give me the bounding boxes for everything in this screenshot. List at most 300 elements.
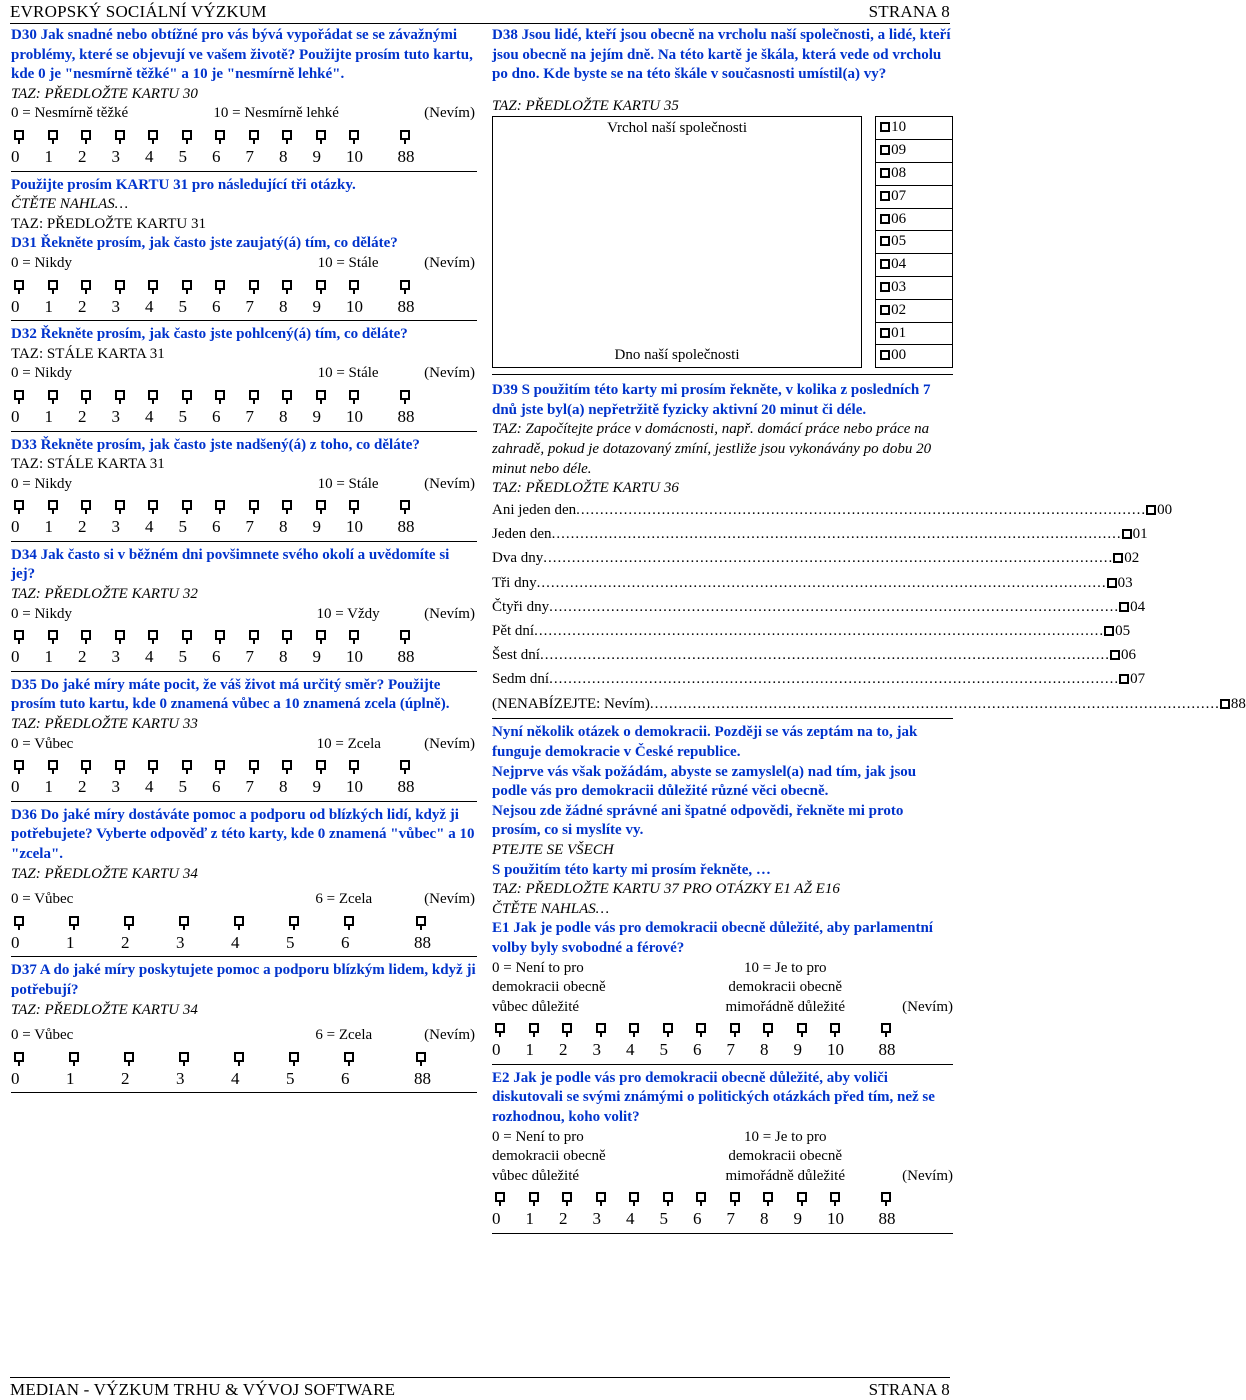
answer-checkbox-0[interactable] [14, 630, 24, 640]
answer-checkbox-10[interactable] [349, 390, 359, 400]
answer-checkbox-5[interactable] [663, 1023, 673, 1033]
answer-checkbox-1[interactable] [48, 760, 58, 770]
question-d31: D31 Řekněte prosím, jak často jste zaujatý(á) tím, co děláte? [11, 235, 398, 252]
left-column [11, 26, 477, 1097]
answer-checkbox-10[interactable] [349, 280, 359, 290]
scale-value-label: 88 [397, 777, 415, 797]
scale-grid-e2 [492, 1186, 953, 1234]
d39-option-row[interactable] [492, 499, 1173, 523]
ladder-bottom-label: Dno naší společnosti [493, 345, 862, 368]
checkbox-icon[interactable] [880, 191, 890, 201]
checkbox-icon[interactable] [880, 259, 890, 269]
answer-checkbox-4[interactable] [148, 280, 158, 290]
answer-checkbox-6[interactable] [215, 280, 225, 290]
scale-value-label: 3 [111, 517, 120, 537]
question-d33: D33 Řekněte prosím, jak často jste nadšený(á) z toho, co děláte? [11, 436, 420, 453]
ladder-option[interactable] [876, 231, 953, 254]
scale-low-label: 0 = Vůbec [11, 891, 74, 908]
scale-value-label: 0 [492, 1040, 501, 1060]
answer-checkbox-1[interactable] [48, 130, 58, 140]
scale-anchors-d32 [11, 364, 477, 384]
scale-value-label: 8 [760, 1040, 769, 1060]
answer-checkbox-0[interactable] [14, 1052, 24, 1062]
answer-checkbox-9[interactable] [316, 130, 326, 140]
answer-checkbox-9[interactable] [797, 1192, 807, 1202]
scale-high-label: 10 = Stále [317, 254, 379, 271]
answer-checkbox-10[interactable] [830, 1192, 840, 1202]
option-label: Sedm dní [492, 671, 550, 688]
scale-anchors-d34 [11, 605, 477, 625]
scale-value-label: 88 [397, 296, 415, 316]
answer-checkbox-1[interactable] [48, 500, 58, 510]
scale-low-label: 0 = Vůbec [11, 735, 74, 752]
checkbox-icon[interactable] [1146, 505, 1156, 515]
ladder-rung [493, 162, 862, 185]
scale-value-label: 1 [44, 406, 53, 426]
scale-dontknow-label: (Nevím) [424, 605, 475, 622]
answer-checkbox-88[interactable] [400, 760, 410, 770]
answer-checkbox-6[interactable] [344, 1052, 354, 1062]
d39-option-row[interactable] [492, 644, 1136, 668]
ladder-option[interactable] [876, 254, 953, 277]
interviewer-note-card31: TAZ: PŘEDLOŽTE KARTU 31 [11, 215, 206, 232]
checkbox-icon[interactable] [1122, 529, 1132, 539]
dontknow-label: (Nevím) [902, 1167, 953, 1184]
answer-checkbox-8[interactable] [763, 1023, 773, 1033]
answer-checkbox-0[interactable] [14, 760, 24, 770]
answer-checkbox-0[interactable] [495, 1192, 505, 1202]
answer-checkbox-3[interactable] [179, 1052, 189, 1062]
scale-value-label: 6 [693, 1209, 702, 1229]
scale-value-label: 7 [726, 1040, 735, 1060]
answer-checkbox-2[interactable] [124, 1052, 134, 1062]
answer-checkbox-0[interactable] [14, 500, 24, 510]
answer-checkbox-0[interactable] [495, 1023, 505, 1033]
scale-value-label: 2 [78, 647, 87, 667]
answer-checkbox-7[interactable] [730, 1023, 740, 1033]
answer-checkbox-4[interactable] [148, 130, 158, 140]
scale-value-label: 2 [559, 1209, 568, 1229]
question-d32: D32 Řekněte prosím, jak často jste pohlcený(á) tím, co děláte? [11, 326, 408, 343]
answer-checkbox-3[interactable] [115, 500, 125, 510]
scale-value-label: 10 [346, 406, 363, 426]
answer-checkbox-88[interactable] [881, 1192, 891, 1202]
ladder-code: 08 [891, 165, 907, 182]
checkbox-icon[interactable] [1220, 699, 1230, 709]
leader-dots: ........................................................................................................................ [543, 550, 1114, 567]
scale-value-label: 2 [78, 777, 87, 797]
answer-checkbox-2[interactable] [81, 130, 91, 140]
low-anchor-line3: vůbec důležité [492, 998, 580, 1015]
d39-option-row[interactable] [492, 595, 1146, 619]
scale-value-label: 9 [312, 647, 321, 667]
answer-checkbox-8[interactable] [282, 130, 292, 140]
answer-checkbox-2[interactable] [124, 916, 134, 926]
scale-dontknow-label: (Nevím) [424, 475, 475, 492]
d39-option-row[interactable] [492, 620, 1131, 644]
scale-low-label: 0 = Vůbec [11, 1027, 74, 1044]
answer-checkbox-8[interactable] [282, 630, 292, 640]
scale-value-label: 7 [726, 1209, 735, 1229]
low-anchor-line2: demokracii obecně [492, 979, 606, 996]
answer-checkbox-7[interactable] [249, 500, 259, 510]
option-label: Ani jeden den [492, 502, 577, 518]
scale-high-label: 10 = Zcela [316, 735, 381, 752]
democracy-lead-in: S použitím této karty mi prosím řekněte, … [492, 861, 771, 878]
scale-value-label: 8 [279, 146, 288, 166]
ladder-rung [493, 140, 862, 163]
scale-value-label: 6 [212, 296, 221, 316]
scale-value-label: 1 [44, 146, 53, 166]
scale-value-label: 6 [212, 146, 221, 166]
answer-checkbox-1[interactable] [69, 1052, 79, 1062]
scale-anchors-d33 [11, 475, 477, 495]
answer-checkbox-9[interactable] [316, 630, 326, 640]
scale-value-label: 5 [178, 296, 187, 316]
d39-options-list [492, 499, 1246, 717]
answer-checkbox-2[interactable] [81, 390, 91, 400]
interviewer-note-d36: TAZ: PŘEDLOŽTE KARTU 34 [11, 865, 198, 882]
scale-value-label: 88 [414, 1068, 431, 1088]
scale-dontknow-label: (Nevím) [424, 891, 475, 908]
answer-checkbox-1[interactable] [529, 1023, 539, 1033]
answer-checkbox-3[interactable] [179, 916, 189, 926]
answer-checkbox-7[interactable] [730, 1192, 740, 1202]
scale-value-label: 9 [312, 777, 321, 797]
scale-value-label: 4 [145, 296, 154, 316]
scale-value-label: 0 [11, 517, 20, 537]
answer-checkbox-7[interactable] [249, 390, 259, 400]
answer-checkbox-88[interactable] [400, 500, 410, 510]
ladder-top-label: Vrchol naší společnosti [493, 117, 862, 140]
ladder-option[interactable] [876, 162, 953, 185]
scale-value-label: 1 [66, 932, 75, 952]
answer-checkbox-8[interactable] [763, 1192, 773, 1202]
ladder-rung [493, 276, 862, 299]
answer-checkbox-6[interactable] [696, 1192, 706, 1202]
ladder-card-d38 [492, 116, 953, 368]
checkbox-icon[interactable] [880, 282, 890, 292]
scale-value-label: 5 [178, 406, 187, 426]
answer-checkbox-5[interactable] [182, 760, 192, 770]
answer-checkbox-6[interactable] [215, 500, 225, 510]
ladder-option[interactable] [876, 299, 953, 322]
answer-checkbox-6[interactable] [215, 390, 225, 400]
scale-value-label: 5 [286, 1068, 295, 1088]
answer-checkbox-7[interactable] [249, 280, 259, 290]
interviewer-note-d39: TAZ: PŘEDLOŽTE KARTU 36 [492, 480, 679, 497]
scale-value-label: 7 [245, 406, 254, 426]
answer-checkbox-5[interactable] [182, 130, 192, 140]
scale-value-label: 8 [760, 1209, 769, 1229]
scale-value-label: 3 [592, 1040, 601, 1060]
scale-grid-d33 [11, 494, 477, 542]
scale-value-label: 6 [212, 647, 221, 667]
answer-checkbox-2[interactable] [562, 1023, 572, 1033]
ladder-option[interactable] [876, 117, 953, 140]
interviewer-note-d37: TAZ: PŘEDLOŽTE KARTU 34 [11, 1001, 198, 1018]
answer-checkbox-88[interactable] [881, 1023, 891, 1033]
answer-checkbox-3[interactable] [115, 390, 125, 400]
answer-checkbox-0[interactable] [14, 390, 24, 400]
ladder-rung [493, 231, 862, 254]
scale-value-label: 1 [44, 647, 53, 667]
scale-value-label: 2 [78, 296, 87, 316]
answer-checkbox-88[interactable] [400, 390, 410, 400]
question-d36: D36 Do jaké míry dostáváte pomoc a podporu od blízkých lidí, když ji potřebujete? Vyberte odpověď z této karty, kde 0 znamená "vůbec" a 10 "zcela". [11, 806, 475, 862]
low-anchor-line1: 0 = Není to pro [492, 1128, 584, 1145]
d39-option-row[interactable] [492, 692, 1246, 716]
answer-checkbox-10[interactable] [349, 130, 359, 140]
checkbox-icon[interactable] [1110, 650, 1120, 660]
checkbox-icon[interactable] [880, 350, 890, 360]
answer-checkbox-1[interactable] [48, 630, 58, 640]
scale-value-label: 88 [878, 1209, 896, 1229]
scale-value-label: 6 [341, 932, 350, 952]
scale-value-label: 8 [279, 517, 288, 537]
scale-value-label: 9 [793, 1209, 802, 1229]
scale-low-label: 0 = Nesmírně těžké [11, 105, 129, 122]
d39-option-row[interactable] [492, 547, 1140, 571]
answer-checkbox-6[interactable] [215, 630, 225, 640]
scale-value-label: 3 [111, 406, 120, 426]
checkbox-icon[interactable] [880, 145, 890, 155]
scale-value-label: 5 [178, 146, 187, 166]
ladder-option[interactable] [876, 208, 953, 231]
scale-grid-d36 [11, 910, 477, 958]
scale-value-label: 3 [176, 932, 185, 952]
scale-anchors-d36 [11, 890, 477, 910]
answer-checkbox-6[interactable] [215, 130, 225, 140]
ladder-option[interactable] [876, 345, 953, 368]
checkbox-icon[interactable] [1113, 553, 1123, 563]
answer-checkbox-2[interactable] [562, 1192, 572, 1202]
answer-checkbox-8[interactable] [282, 500, 292, 510]
read-aloud-note: ČTĚTE NAHLAS… [11, 196, 129, 213]
answer-checkbox-2[interactable] [81, 760, 91, 770]
scale-low-label: 0 = Nikdy [11, 475, 72, 492]
answer-checkbox-88[interactable] [416, 1052, 426, 1062]
page-number: STRANA 8 [868, 2, 950, 21]
scale-value-label: 7 [245, 647, 254, 667]
option-label: Dva dny [492, 550, 544, 567]
high-anchor-line2: demokracii obecně [728, 979, 843, 996]
question-d34: D34 Jak často si v běžném dni povšimnete svého okolí a uvědomíte si jej? [11, 546, 450, 583]
answer-checkbox-1[interactable] [69, 916, 79, 926]
answer-checkbox-9[interactable] [316, 280, 326, 290]
scale-value-label: 9 [312, 406, 321, 426]
answer-checkbox-3[interactable] [115, 630, 125, 640]
democracy-intro-3: Nejsou zde žádné správné ani špatné odpovědi, řekněte mi proto prosím, co si myslíte vy. [492, 802, 904, 839]
answer-checkbox-2[interactable] [81, 500, 91, 510]
checkbox-icon[interactable] [1104, 626, 1114, 636]
answer-checkbox-4[interactable] [148, 630, 158, 640]
d39-option-row[interactable] [492, 668, 1146, 692]
checkbox-icon[interactable] [1119, 602, 1129, 612]
d39-option-row[interactable] [492, 571, 1133, 595]
answer-checkbox-5[interactable] [182, 280, 192, 290]
scale-value-label: 5 [659, 1040, 668, 1060]
answer-checkbox-3[interactable] [596, 1192, 606, 1202]
right-column [492, 26, 1246, 1238]
answer-checkbox-4[interactable] [234, 916, 244, 926]
answer-checkbox-0[interactable] [14, 916, 24, 926]
question-d37: D37 A do jaké míry poskytujete pomoc a podporu blízkým lidem, když ji potřebují? [11, 962, 476, 998]
scale-value-label: 4 [145, 647, 154, 667]
scale-value-label: 6 [212, 517, 221, 537]
scale-value-label: 5 [286, 932, 295, 952]
answer-checkbox-4[interactable] [148, 500, 158, 510]
answer-checkbox-8[interactable] [282, 280, 292, 290]
checkbox-icon[interactable] [880, 122, 890, 132]
scale-value-label: 9 [793, 1040, 802, 1060]
scale-high-label: 6 = Zcela [315, 1027, 373, 1044]
ladder-code: 05 [891, 233, 907, 250]
scale-value-label: 1 [44, 517, 53, 537]
answer-checkbox-3[interactable] [115, 130, 125, 140]
page-footer [10, 1377, 950, 1400]
option-label: Čtyři dny [492, 598, 550, 615]
scale-high-label: 6 = Zcela [315, 891, 373, 908]
ladder-code: 01 [891, 324, 907, 341]
checkbox-icon[interactable] [880, 305, 890, 315]
answer-checkbox-5[interactable] [289, 1052, 299, 1062]
checkbox-icon[interactable] [1119, 674, 1129, 684]
answer-checkbox-5[interactable] [182, 500, 192, 510]
answer-checkbox-6[interactable] [696, 1023, 706, 1033]
answer-checkbox-4[interactable] [629, 1023, 639, 1033]
answer-checkbox-7[interactable] [249, 130, 259, 140]
answer-checkbox-4[interactable] [148, 760, 158, 770]
checkbox-icon[interactable] [880, 214, 890, 224]
scale-value-label: 0 [11, 1068, 20, 1088]
scale-value-label: 10 [346, 146, 363, 166]
scale-grid-d32 [11, 384, 477, 432]
democracy-intro-2: Nejprve vás však požádám, abyste se zamyslel(a) nad tím, jak jsou podle vás pro demokracii důležité různé věci obecně. [492, 763, 917, 800]
scale-value-label: 1 [44, 296, 53, 316]
question-e1: E1 Jak je podle vás pro demokracii obecně důležité, aby parlamentní volby byly svobodné a férové? [492, 920, 933, 956]
answer-checkbox-9[interactable] [316, 390, 326, 400]
interviewer-note-d30: TAZ: PŘEDLOŽTE KARTU 30 [11, 85, 198, 102]
scale-value-label: 3 [111, 296, 120, 316]
checkbox-icon[interactable] [1107, 578, 1117, 588]
ladder-code: 06 [891, 210, 907, 227]
answer-checkbox-9[interactable] [316, 500, 326, 510]
interviewer-note-d38: TAZ: PŘEDLOŽTE KARTU 35 [492, 97, 679, 114]
answer-checkbox-88[interactable] [400, 280, 410, 290]
answer-checkbox-9[interactable] [316, 760, 326, 770]
scale-value-label: 88 [397, 517, 415, 537]
checkbox-icon[interactable] [880, 168, 890, 178]
ladder-option[interactable] [876, 276, 953, 299]
checkbox-icon[interactable] [880, 236, 890, 246]
scale-value-label: 9 [312, 146, 321, 166]
question-e2: E2 Jak je podle vás pro demokracii obecně důležité, aby voliči diskutovali se svými známými o politických otázkách před tím, než se rozhodnou, koho volit? [492, 1069, 935, 1126]
answer-checkbox-10[interactable] [830, 1023, 840, 1033]
ladder-rung [493, 185, 862, 208]
ladder-rung [493, 299, 862, 322]
answer-checkbox-3[interactable] [596, 1023, 606, 1033]
ladder-option[interactable] [876, 185, 953, 208]
ladder-option[interactable] [876, 140, 953, 163]
answer-checkbox-5[interactable] [182, 390, 192, 400]
answer-checkbox-5[interactable] [182, 630, 192, 640]
answer-checkbox-2[interactable] [81, 630, 91, 640]
answer-checkbox-88[interactable] [400, 630, 410, 640]
answer-checkbox-2[interactable] [81, 280, 91, 290]
answer-checkbox-7[interactable] [249, 760, 259, 770]
scale-value-label: 10 [346, 296, 363, 316]
answer-checkbox-0[interactable] [14, 130, 24, 140]
answer-checkbox-88[interactable] [416, 916, 426, 926]
question-d39: D39 S použitím této karty mi prosím řekněte, v kolika z posledních 7 dnů jste byl(a) nepřetržitě fyzicky aktivní 20 minut či déle. [492, 382, 931, 418]
answer-checkbox-4[interactable] [148, 390, 158, 400]
answer-checkbox-10[interactable] [349, 760, 359, 770]
scale-value-label: 3 [111, 777, 120, 797]
leader-dots: ........................................................................................................................ [536, 574, 1107, 591]
option-code: 06 [1120, 647, 1136, 664]
option-label: Pět dní [492, 622, 535, 639]
answer-checkbox-5[interactable] [663, 1192, 673, 1202]
answer-checkbox-7[interactable] [249, 630, 259, 640]
scale-value-label: 2 [559, 1040, 568, 1060]
answer-checkbox-5[interactable] [289, 916, 299, 926]
answer-checkbox-1[interactable] [529, 1192, 539, 1202]
answer-checkbox-8[interactable] [282, 760, 292, 770]
scale-value-label: 8 [279, 777, 288, 797]
answer-checkbox-9[interactable] [797, 1023, 807, 1033]
interviewer-note-d35: TAZ: PŘEDLOŽTE KARTU 33 [11, 716, 198, 733]
answer-checkbox-1[interactable] [48, 280, 58, 290]
answer-checkbox-8[interactable] [282, 390, 292, 400]
answer-checkbox-6[interactable] [215, 760, 225, 770]
answer-checkbox-0[interactable] [14, 280, 24, 290]
answer-checkbox-4[interactable] [629, 1192, 639, 1202]
ladder-code: 09 [891, 142, 907, 159]
answer-checkbox-1[interactable] [48, 390, 58, 400]
answer-checkbox-4[interactable] [234, 1052, 244, 1062]
scale-value-label: 2 [121, 1068, 130, 1088]
ladder-option[interactable] [876, 322, 953, 345]
scale-value-label: 7 [245, 296, 254, 316]
option-label: Tři dny [492, 574, 537, 591]
answer-checkbox-3[interactable] [115, 760, 125, 770]
footer-page-number: STRANA 8 [868, 1380, 950, 1399]
answer-checkbox-10[interactable] [349, 630, 359, 640]
interviewer-note-d33: TAZ: STÁLE KARTA 31 [11, 456, 165, 473]
ladder-code: 04 [891, 256, 907, 273]
option-code: 07 [1130, 671, 1146, 688]
scale-value-label: 7 [245, 517, 254, 537]
answer-checkbox-6[interactable] [344, 916, 354, 926]
scale-value-label: 9 [312, 296, 321, 316]
scale-value-label: 3 [111, 647, 120, 667]
scale-dontknow-label: (Nevím) [424, 735, 475, 752]
question-d30: D30 Jak snadné nebo obtížné pro vás bývá vypořádat se se závažnými problémy, které se objevují ve vašem životě? Použijte prosím tuto kartu, kde 0 je "nesmírně těžké" a 10 je "nesmírně lehké". [11, 27, 473, 83]
answer-checkbox-88[interactable] [400, 130, 410, 140]
scale-value-label: 5 [178, 517, 187, 537]
scale-low-label: 0 = Nikdy [11, 605, 72, 622]
scale-value-label: 5 [178, 777, 187, 797]
d39-option-row[interactable] [492, 523, 1148, 547]
leader-dots: ........................................................................................................................ [549, 671, 1120, 688]
answer-checkbox-3[interactable] [115, 280, 125, 290]
answer-checkbox-10[interactable] [349, 500, 359, 510]
scale-dontknow-label: (Nevím) [424, 365, 475, 382]
checkbox-icon[interactable] [880, 328, 890, 338]
ladder-code: 03 [891, 279, 907, 296]
read-aloud-note-e: ČTĚTE NAHLAS… [492, 900, 610, 917]
